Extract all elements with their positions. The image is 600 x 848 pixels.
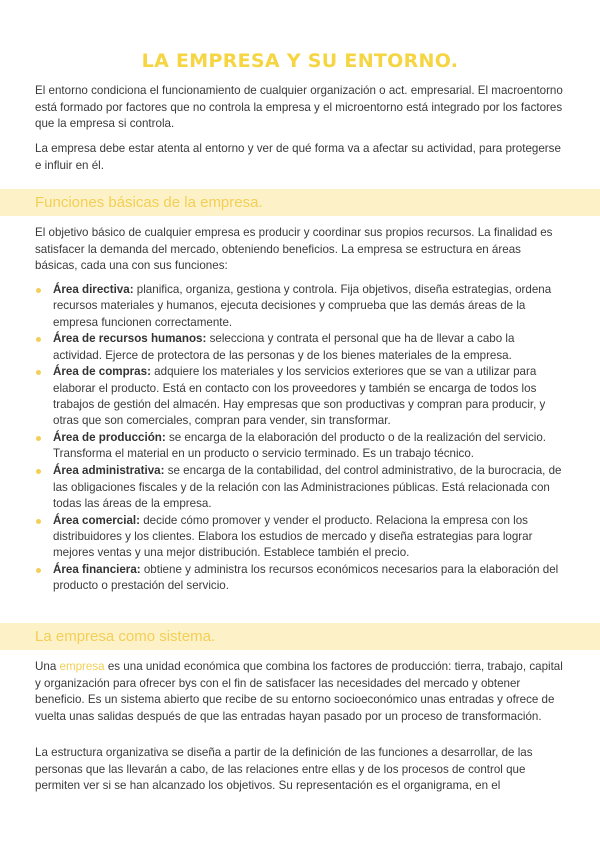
area-term: Área directiva: [53,283,134,296]
area-description: se encarga de la contabilidad, del control administrativo, de la burocracia, de las obligaciones fiscales y de la relación con las Administraciones públicas. Está relacionada con todas las áreas de la empresa. [53,464,562,510]
list-item [53,430,565,463]
area-description: adquiere los materiales y los servicios exteriores que se van a utilizar para elaborar el producto. Está en contacto con los proveedores y también se encarga de todos los trabajos de gestión del almacén. Hay empresas que son productivas y compran para producir, y otras que son comerciales, compran para vender, sin transformar. [53,365,546,428]
area-description: selecciona y contrata el personal que ha de llevar a cabo la actividad. Ejerce de protectora de las personas y de los bienes materiales de la empresa. [53,332,515,362]
bullet-icon [36,370,41,375]
intro-paragraph-1: El entorno condiciona el funcionamiento de cualquier organización o act. empresarial. El macroentorno está formado por factores que no controla la empresa y el microentorno está integrado por los factores que la empresa si controla. [35,84,563,130]
empresa-highlight: empresa [59,660,105,673]
system-paragraph-start: Una [35,660,60,673]
bullet-icon [36,436,41,441]
bullet-icon [36,469,41,474]
list-item [53,562,565,595]
area-description: obtiene y administra los recursos económicos necesarios para la elaboración del producto o prestación del servicio. [53,563,559,593]
bullet-icon [36,288,41,293]
bullet-icon [36,568,41,573]
section-heading-functions: Funciones básicas de la empresa. [35,194,263,211]
area-term: Área financiera: [53,563,141,577]
functions-intro-paragraph: El objetivo básico de cualquier empresa es producir y coordinar sus propios recursos. La finalidad es satisfacer la demanda del mercado, obteniendo beneficios. La empresa se estructura en áreas básicas, cada una con sus funciones: [35,226,553,272]
list-item [53,513,565,562]
area-term: Área comercial: [53,513,140,527]
section-heading-system: La empresa como sistema. [35,628,216,645]
area-description: planifica, organiza, gestiona y controla. Fija objetivos, diseña estrategias, ordena recursos materiales y humanos, ejecuta decisiones y comprueba que las demás áreas de la empresa funcionen correctamente. [53,283,552,329]
bullet-icon [36,519,41,524]
section-heading-band-functions [0,189,600,216]
section-heading-band-system [0,623,600,650]
area-description: decide cómo promover y vender el producto. Relaciona la empresa con los distribuidores y los clientes. Elabora los estudios de mercado y diseña estrategias para lograr mejores ventas y una mejor distribución. Establece también el precio. [53,513,533,560]
area-term: Área de producción: [53,431,166,445]
system-paragraph-2: La estructura organizativa se diseña a partir de la definición de las funciones a desarrollar, de las personas que las llevarán a cabo, de las relaciones entre ellas y de los procesos de control que permiten ver si se han alcanzado los objetivos. Su representación es el organigrama, en el [35,746,533,792]
system-paragraph-1 [35,659,565,725]
area-term: Área de recursos humanos: [53,332,207,346]
list-item [53,364,565,429]
areas-list [53,282,565,595]
list-item [53,463,565,512]
list-item [53,331,565,364]
area-term: Área de compras: [53,365,151,379]
area-term: Área administrativa: [53,464,165,478]
area-description: se encarga de la elaboración del producto o de la realización del servicio. Transforma el material en un producto o servicio terminado. Es un trabajo técnico. [53,431,546,461]
intro-paragraph-2: La empresa debe estar atenta al entorno y ver de qué forma va a afectar su actividad, para protegerse e influir en él. [35,142,561,172]
list-item [53,282,565,331]
page-title: LA EMPRESA Y SU ENTORNO. [141,50,459,72]
bullet-icon [36,337,41,342]
system-paragraph-rest: es una unidad económica que combina los factores de producción: tierra, trabajo, capital y organización para ofrecer bys con el fin de satisfacer las necesidades del mercado y obtener beneficio. Es un sistema abierto que recibe de su entorno socioeconómico unas entradas y ofrece de vuelta unas salidas después de que las entradas hayan pasado por un proceso de transformación. [35,660,563,723]
